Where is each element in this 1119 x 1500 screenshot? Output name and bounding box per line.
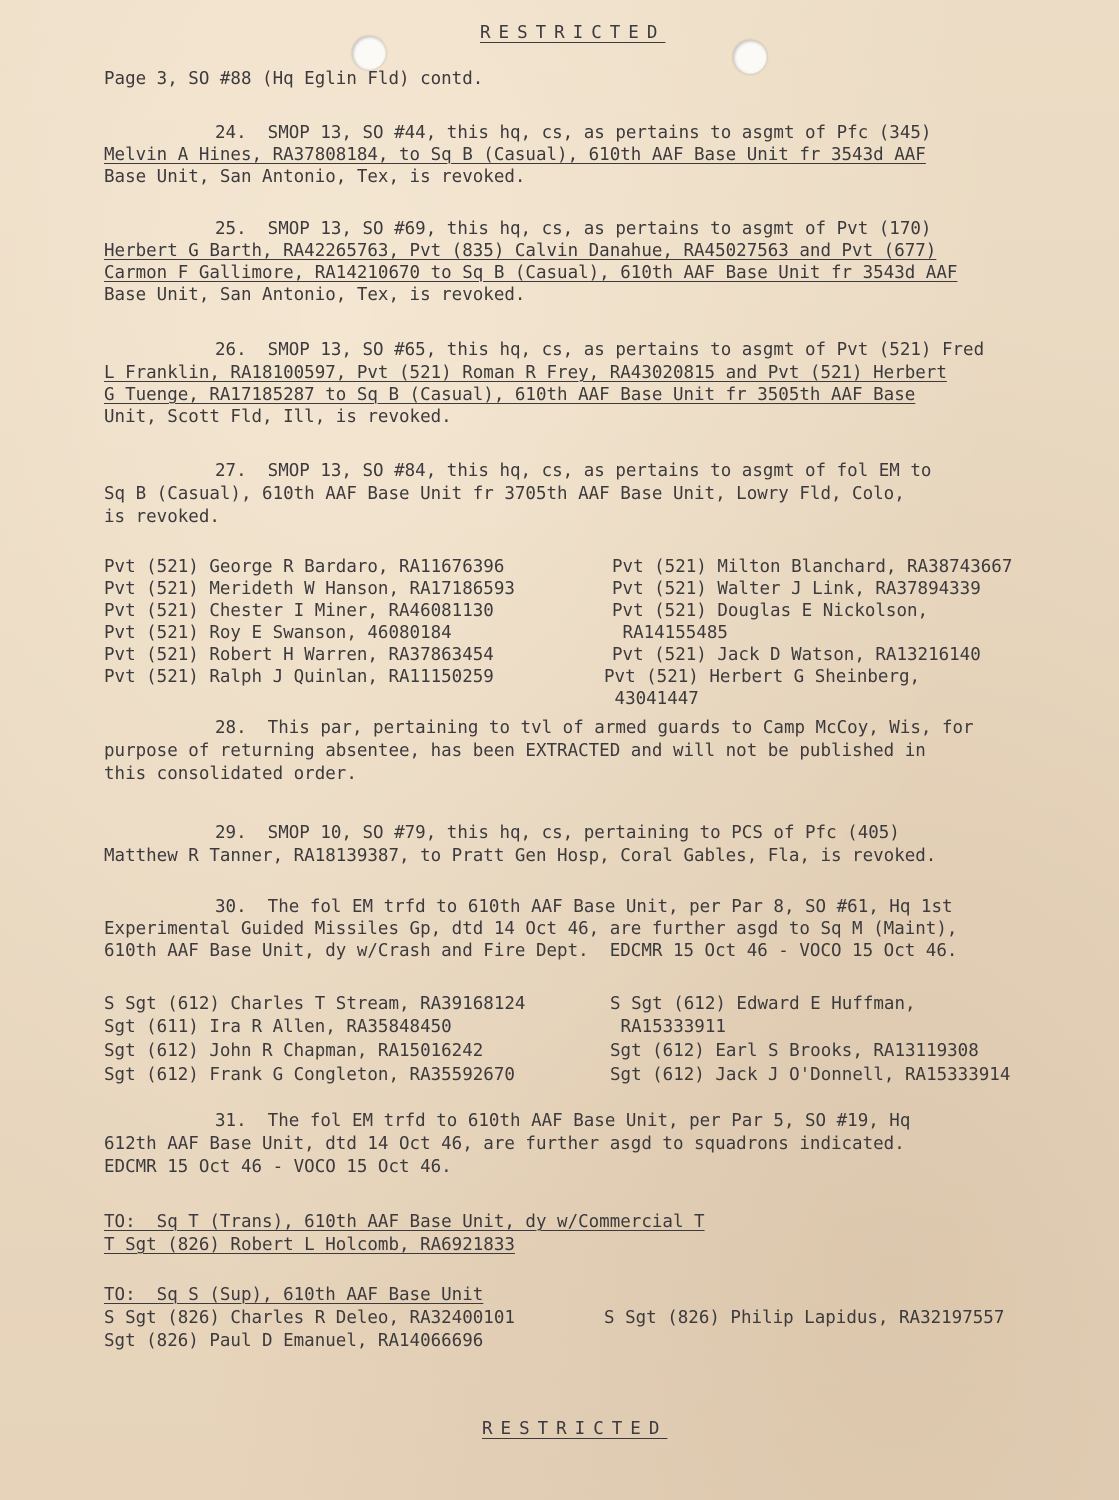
list-item: Sgt (826) Paul D Emanuel, RA14066696 <box>104 1331 484 1351</box>
list-item: Sgt (612) John R Chapman, RA15016242 <box>104 1041 484 1061</box>
list-item: Pvt (521) Chester I Miner, RA46081130 <box>104 601 494 621</box>
punch-hole-left <box>352 36 386 70</box>
list-item: Pvt (521) Walter J Link, RA37894339 <box>612 579 981 599</box>
list-item: Pvt (521) Douglas E Nickolson, <box>612 601 929 621</box>
list-item: 43041447 <box>604 689 699 709</box>
group-heading-sup: TO: Sq S (Sup), 610th AAF Base Unit <box>104 1285 484 1305</box>
list-item: Pvt (521) Roy E Swanson, 46080184 <box>104 623 452 643</box>
punch-hole-right <box>733 40 767 74</box>
list-item: S Sgt (612) Edward E Huffman, <box>610 994 916 1014</box>
list-item: Sgt (612) Jack J O'Donnell, RA15333914 <box>610 1065 1011 1085</box>
group-heading-trans: TO: Sq T (Trans), 610th AAF Base Unit, dy w/Commercial T <box>104 1212 705 1232</box>
list-item: Pvt (521) Robert H Warren, RA37863454 <box>104 645 494 665</box>
list-item: Pvt (521) Milton Blanchard, RA38743667 <box>612 557 1013 577</box>
list-item: S Sgt (826) Charles R Deleo, RA32400101 <box>104 1308 515 1328</box>
list-item: Pvt (521) Herbert G Sheinberg, <box>604 667 921 687</box>
list-item: Pvt (521) Ralph J Quinlan, RA11150259 <box>104 667 494 687</box>
list-item: Sgt (611) Ira R Allen, RA35848450 <box>104 1017 452 1037</box>
list-item: Pvt (521) George R Bardaro, RA11676396 <box>104 557 505 577</box>
list-item: S Sgt (826) Philip Lapidus, RA32197557 <box>604 1308 1005 1328</box>
list-item: Sgt (612) Frank G Congleton, RA35592670 <box>104 1065 515 1085</box>
list-item: S Sgt (612) Charles T Stream, RA39168124 <box>104 994 526 1014</box>
list-item: RA14155485 <box>612 623 728 643</box>
list-item: Sgt (612) Earl S Brooks, RA13119308 <box>610 1041 979 1061</box>
page-line: Page 3, SO #88 (Hq Eglin Fld) contd. <box>104 69 484 89</box>
classification-footer: RESTRICTED <box>482 1419 668 1439</box>
list-item: RA15333911 <box>610 1017 726 1037</box>
classification-header: RESTRICTED <box>480 23 666 43</box>
list-item: T Sgt (826) Robert L Holcomb, RA6921833 <box>104 1235 515 1255</box>
list-item: Pvt (521) Merideth W Hanson, RA17186593 <box>104 579 515 599</box>
list-item: Pvt (521) Jack D Watson, RA13216140 <box>612 645 981 665</box>
